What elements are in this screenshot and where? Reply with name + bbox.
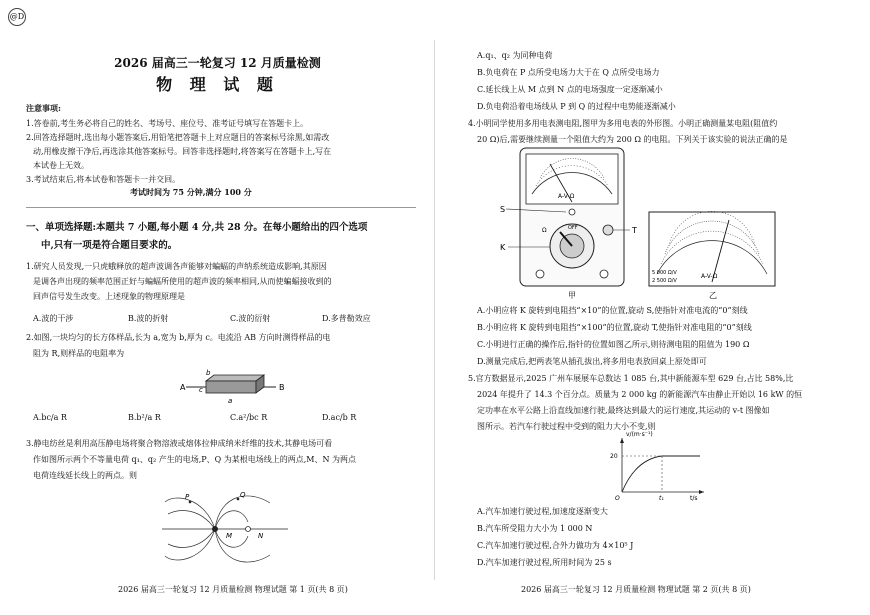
- label-b-end: B: [279, 383, 285, 392]
- option-b: B.b²/a R: [128, 413, 161, 422]
- sample-block-figure: [180, 367, 290, 407]
- option-a: A.bc/a R: [33, 413, 67, 422]
- question-text: 20 Ω)后,需要继续测量一个阻值大约为 200 Ω 的电阻。下列关于该实验的说法正确的是: [477, 135, 788, 144]
- figure-jia-label: 甲: [568, 291, 576, 300]
- footer-right: 2026 届高三一轮复习 12 月质量检测 物理试题 第 2 页(共 8 页): [521, 585, 751, 594]
- option-c: C.小明进行正确的操作后,指针的位置如图乙所示,则待测电阻的阻值为 190 Ω: [477, 340, 750, 349]
- option-d: D.负电荷沿着电场线从 P 到 Q 的过程中电势能逐渐减小: [477, 102, 676, 111]
- notice-heading: 注意事项:: [26, 103, 61, 113]
- question-text: 3.静电纺丝是利用高压静电场将聚合物溶液或熔体拉伸成纳米纤维的技术,其静电场可看: [26, 439, 333, 448]
- option-d: D.汽车加速行驶过程,所用时间为 25 s: [477, 558, 612, 567]
- notice-line: 2.回答选择题时,选出每小题答案后,用铅笔把答题卡上对应题目的答案标号涂黑,如需改: [26, 133, 330, 142]
- off-label: OFF: [568, 225, 578, 231]
- meter-face-figure: [647, 208, 779, 302]
- velocity-time-graph: [600, 430, 710, 502]
- subject-title: 物 理 试 题: [156, 75, 279, 94]
- label-length: a: [228, 397, 233, 405]
- question-text: 4.小明同学使用多用电表测电阻,图甲为多用电表的外形图。小明正确测量某电阻(阻值约: [468, 119, 778, 128]
- electric-field-figure: [160, 488, 290, 570]
- option-a: A.小明应将 K 旋转到电阻挡“×10”的位置,旋动 S,使指针对准电流的“0”刻线: [477, 306, 748, 315]
- label-n: N: [258, 532, 264, 540]
- option-b: B.小明应将 K 旋转到电阻挡“×100”的位置,旋动 T,使指针对准电阻的“0”刻线: [477, 323, 752, 332]
- section-heading: 中,只有一项是符合题目要求的。: [41, 240, 178, 251]
- multimeter-figure: [500, 146, 650, 302]
- question-text: 电荷连线延长线上的两点。则: [33, 471, 137, 480]
- label-k: K: [500, 243, 506, 252]
- question-text: 1.研究人员发现,一只虎蛾释放的超声波调各声能够对蝙蝠的声纳系统造成影响,其原因: [26, 262, 327, 271]
- option-c: C.汽车加速行驶过程,合外力做功为 4×10⁵ J: [477, 541, 634, 550]
- figure-yi-label: 乙: [709, 291, 717, 300]
- dial-label: A-V-Ω: [701, 273, 718, 280]
- notice-line: 动,用橡皮擦干净后,再选涂其他答案标号。回答非选择题时,将答案写在答题卡上,写在: [33, 147, 332, 156]
- label-thickness: c: [199, 386, 203, 394]
- label-a-end: A: [180, 383, 186, 392]
- exam-title: 2026 届高三一轮复习 12 月质量检测: [114, 56, 321, 70]
- question-text: 图所示。若汽车行驶过程中受到的阻力大小不变,则: [477, 422, 656, 431]
- label-t: T: [632, 226, 637, 235]
- option-a: A.波的干涉: [33, 314, 74, 323]
- option-b: B.负电荷在 P 点所受电场力大于在 Q 点所受电场力: [477, 68, 660, 77]
- notice-line: 1.答卷前,考生务必将自己的姓名、考场号、座位号、准考证号填写在答题卡上。: [26, 119, 309, 128]
- question-text: 2.如图,一块均匀的长方体样品,长为 a,宽为 b,厚为 c。电流沿 AB 方向时测得样品的电: [26, 333, 331, 342]
- scale-note: 2 500 Ω/V: [652, 278, 677, 284]
- option-c: C.a²/bc R: [230, 413, 268, 422]
- label-q: Q: [240, 491, 246, 499]
- option-b: B.波的折射: [128, 314, 169, 323]
- right-page: [435, 0, 870, 615]
- question-text: 定功率在水平公路上沿直线加速行驶,最终达到最大的运行速度,其运动的 v-t 图像如: [477, 406, 770, 415]
- footer-left: 2026 届高三一轮复习 12 月质量检测 物理试题 第 1 页(共 8 页): [118, 585, 348, 594]
- scale-note: 5 000 Ω/V: [652, 270, 677, 276]
- question-text: 是调各声出现的频率范围正好与蝙蝠所使用的超声波的频率相同,从而使蝙蝠接收到的: [33, 277, 332, 286]
- label-m: M: [226, 532, 233, 540]
- publisher-logo: @D: [8, 8, 26, 26]
- graph-y-tick: 20: [610, 453, 618, 460]
- omega-label: Ω: [542, 227, 547, 234]
- option-a: A.q₁、q₂ 为同种电荷: [477, 51, 553, 60]
- label-width: b: [206, 369, 211, 377]
- graph-y-label: v/(m·s⁻¹): [626, 431, 653, 438]
- option-c: C.波的衍射: [230, 314, 271, 323]
- label-p: P: [185, 493, 190, 501]
- option-d: D.多普勒效应: [322, 314, 371, 323]
- option-c: C.延长线上从 M 点到 N 点的电场强度一定逐渐减小: [477, 85, 663, 94]
- question-text: 回声信号发生改变。上述现象的物理原理是: [33, 292, 185, 301]
- question-text: 作如图所示两个不等量电荷 q₁、q₂ 产生的电场,P、Q 为某根电场线上的两点,M、N 为两点: [33, 455, 357, 464]
- option-a: A.汽车加速行驶过程,加速度逐渐变大: [477, 507, 608, 516]
- graph-x-tick: t₁: [659, 495, 664, 502]
- exam-time: 考试时间为 75 分钟,满分 100 分: [130, 187, 252, 197]
- label-s: S: [500, 205, 506, 214]
- option-d: D.测量完成后,把两表笔从插孔拔出,将多用电表放回桌上原处即可: [477, 357, 707, 366]
- notice-line: 本试卷上无效。: [33, 161, 89, 170]
- option-b: B.汽车所受阻力大小为 1 000 N: [477, 524, 593, 533]
- graph-x-label: t/s: [690, 495, 698, 502]
- option-d: D.ac/b R: [322, 413, 357, 422]
- section-heading: 一、单项选择题:本题共 7 小题,每小题 4 分,共 28 分。在每小题给出的四个选项: [26, 222, 368, 233]
- question-text: 阻为 R,则样品的电阻率为: [33, 349, 125, 358]
- dial-label: A-V-Ω: [558, 193, 575, 200]
- graph-origin: O: [615, 495, 620, 502]
- notice-line: 3.考试结束后,将本试卷和答题卡一并交回。: [26, 175, 181, 184]
- question-text: 5.官方数据显示,2025 广州车展展车总数达 1 085 台,其中新能源车型 629 台,占比 58%,比: [468, 374, 794, 383]
- question-text: 2024 年提升了 14.3 个百分点。质量为 2 000 kg 的新能源汽车由静止开始以 16 kW 的恒: [477, 390, 803, 399]
- divider-line: [26, 207, 416, 208]
